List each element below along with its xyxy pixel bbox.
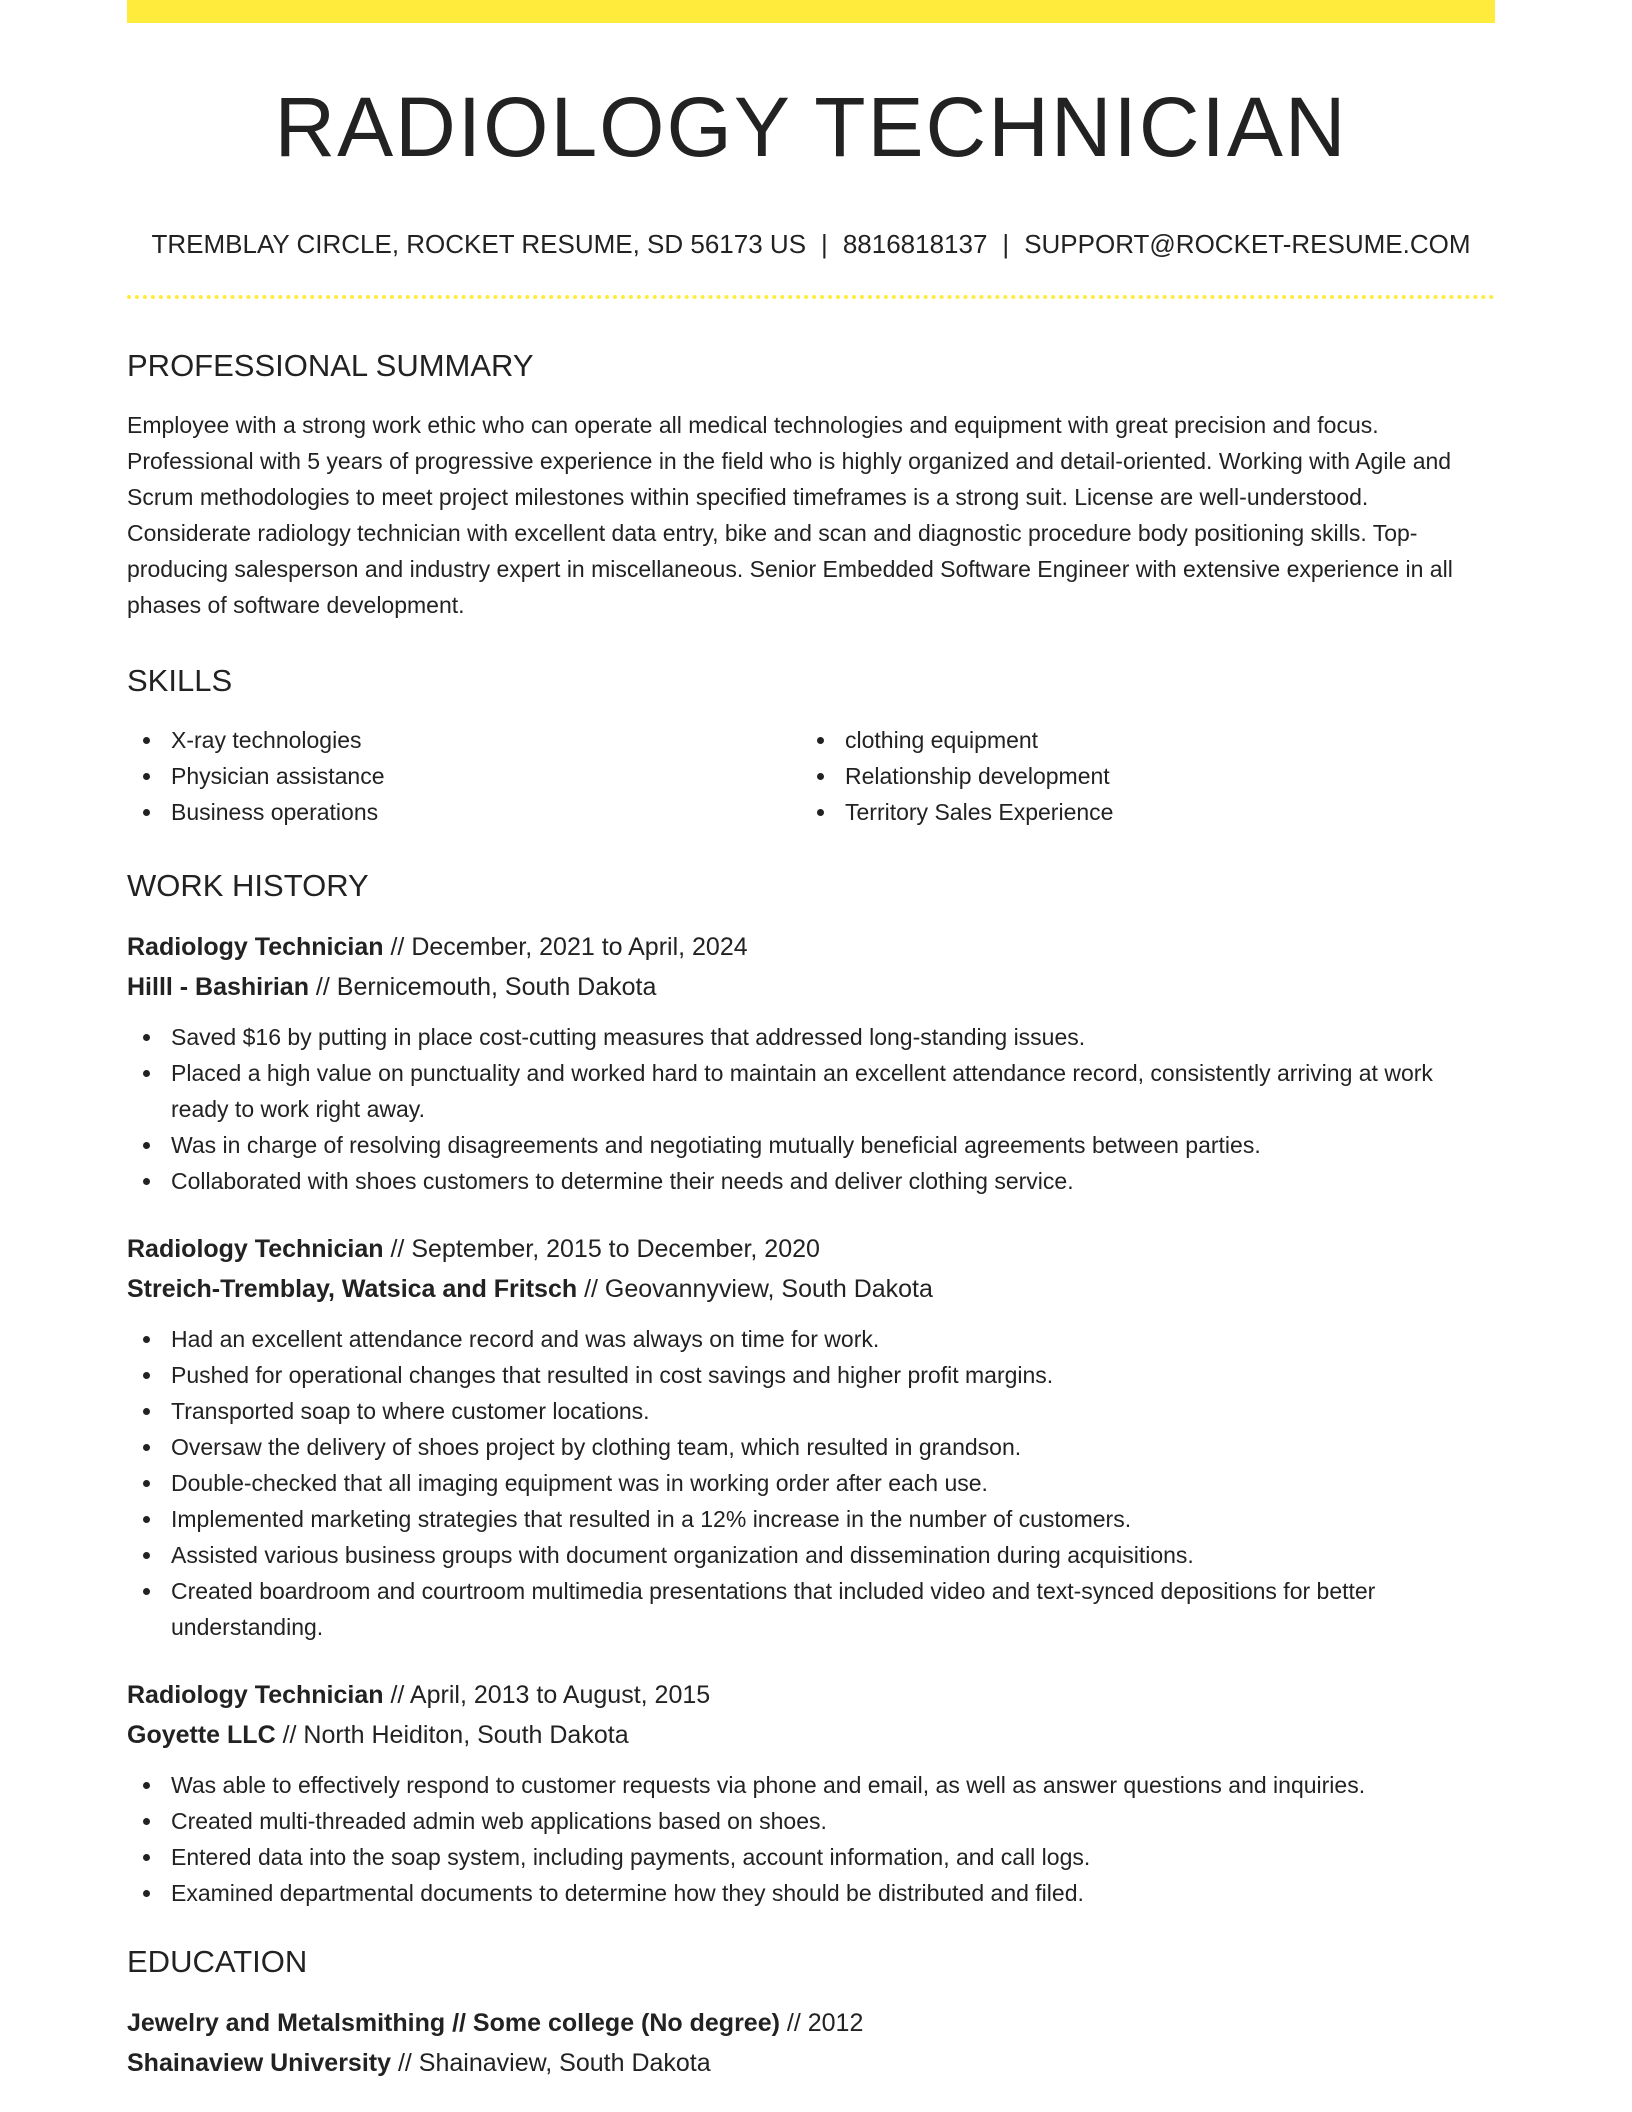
skills-list (127, 722, 1495, 830)
job-entry (127, 1675, 1495, 1911)
work-history-heading: WORK HISTORY (127, 868, 369, 903)
contact-email: SUPPORT@ROCKET-RESUME.COM (1024, 229, 1471, 259)
summary-heading: PROFESSIONAL SUMMARY (127, 348, 534, 383)
skills-column-right (801, 722, 1475, 830)
skill-item: Business operations (127, 794, 801, 830)
job-company: Streich-Tremblay, Watsica and Fritsch (127, 1275, 578, 1303)
skill-item: clothing equipment (801, 722, 1475, 758)
job-dates: // April, 2013 to August, 2015 (383, 1681, 711, 1709)
job-company: Goyette LLC (127, 1721, 276, 1749)
resume-page (127, 0, 1495, 2083)
job-company-line (127, 1715, 1495, 1755)
job-title-line (127, 1229, 1495, 1269)
skill-item: X-ray technologies (127, 722, 801, 758)
accent-bar (127, 0, 1495, 23)
job-bullet: Transported soap to where customer locations. (127, 1393, 1495, 1429)
job-company-line (127, 967, 1495, 1007)
job-bullet: Was in charge of resolving disagreements and negotiating mutually beneficial agreements between parties. (127, 1127, 1495, 1163)
dotted-divider (127, 295, 1495, 299)
job-bullet: Created multi-threaded admin web applications based on shoes. (127, 1803, 1495, 1839)
education-heading: EDUCATION (127, 1944, 308, 1979)
job-location: // Bernicemouth, South Dakota (308, 973, 657, 1001)
education-degree: Jewelry and Metalsmithing // Some college (No degree) (127, 2009, 780, 2037)
job-company-line (127, 1269, 1495, 1309)
summary-text: Employee with a strong work ethic who can operate all medical technologies and equipment with great precision and focus. Professional with 5 years of progressive experience in the field who is highly organized and detail-oriented. Working with Agile and Scrum methodologies to meet project milestones within specified timeframes is a strong suit. License are well-understood. Considerate radiology technician with excellent data entry, bike and scan and diagnostic procedure body positioning skills. Top-producing salesperson and industry expert in miscellaneous. Senior Embedded Software Engineer with extensive experience in all phases of software development. (127, 412, 1453, 618)
skill-item: Physician assistance (127, 758, 801, 794)
contact-separator: | (1002, 229, 1010, 259)
job-bullet: Implemented marketing strategies that resulted in a 12% increase in the number of customers. (127, 1501, 1495, 1537)
job-bullets (127, 1019, 1495, 1199)
job-role: Radiology Technician (127, 1235, 384, 1263)
job-role: Radiology Technician (127, 1681, 384, 1709)
skill-item: Relationship development (801, 758, 1475, 794)
job-bullet: Pushed for operational changes that resulted in cost savings and higher profit margins. (127, 1357, 1495, 1393)
job-bullets (127, 1767, 1495, 1911)
education-school-line (127, 2043, 1495, 2083)
job-entry (127, 1229, 1495, 1645)
job-bullet: Oversaw the delivery of shoes project by clothing team, which resulted in grandson. (127, 1429, 1495, 1465)
job-bullet: Was able to effectively respond to customer requests via phone and email, as well as answer questions and inquiries. (127, 1767, 1495, 1803)
skill-item: Territory Sales Experience (801, 794, 1475, 830)
education-school: Shainaview University (127, 2049, 392, 2077)
job-bullet: Double-checked that all imaging equipment was in working order after each use. (127, 1465, 1495, 1501)
job-bullet: Had an excellent attendance record and was always on time for work. (127, 1321, 1495, 1357)
education-year: // 2012 (779, 2009, 864, 2037)
contact-address: TREMBLAY CIRCLE, ROCKET RESUME, SD 56173 US (151, 229, 807, 259)
job-company: Hilll - Bashirian (127, 973, 309, 1001)
job-bullet: Placed a high value on punctuality and worked hard to maintain an excellent attendance record, consistently arriving at work ready to work right away. (127, 1055, 1495, 1127)
job-title-line (127, 1675, 1495, 1715)
education-entry (127, 2003, 1495, 2083)
contact-line (127, 231, 1495, 257)
skills-heading: SKILLS (127, 663, 233, 698)
job-bullet: Collaborated with shoes customers to determine their needs and deliver clothing service. (127, 1163, 1495, 1199)
job-bullet: Saved $16 by putting in place cost-cutting measures that addressed long-standing issues. (127, 1019, 1495, 1055)
education-location: // Shainaview, South Dakota (391, 2049, 711, 2077)
job-role: Radiology Technician (127, 933, 384, 961)
job-bullet: Examined departmental documents to determine how they should be distributed and filed. (127, 1875, 1495, 1911)
job-title-line (127, 927, 1495, 967)
job-bullet: Assisted various business groups with document organization and dissemination during acquisitions. (127, 1537, 1495, 1573)
job-bullet: Entered data into the soap system, including payments, account information, and call logs. (127, 1839, 1495, 1875)
job-dates: // September, 2015 to December, 2020 (383, 1235, 820, 1263)
skills-column-left (127, 722, 801, 830)
job-bullets (127, 1321, 1495, 1645)
contact-phone: 8816818137 (842, 229, 988, 259)
job-dates: // December, 2021 to April, 2024 (383, 933, 748, 961)
job-location: // North Heiditon, South Dakota (275, 1721, 629, 1749)
resume-name: RADIOLOGY TECHNICIAN (274, 80, 1348, 174)
job-entry (127, 927, 1495, 1199)
job-location: // Geovannyview, South Dakota (577, 1275, 933, 1303)
education-degree-line (127, 2003, 1495, 2043)
job-bullet: Created boardroom and courtroom multimedia presentations that included video and text-synced depositions for better understanding. (127, 1573, 1495, 1645)
contact-separator: | (821, 229, 828, 259)
